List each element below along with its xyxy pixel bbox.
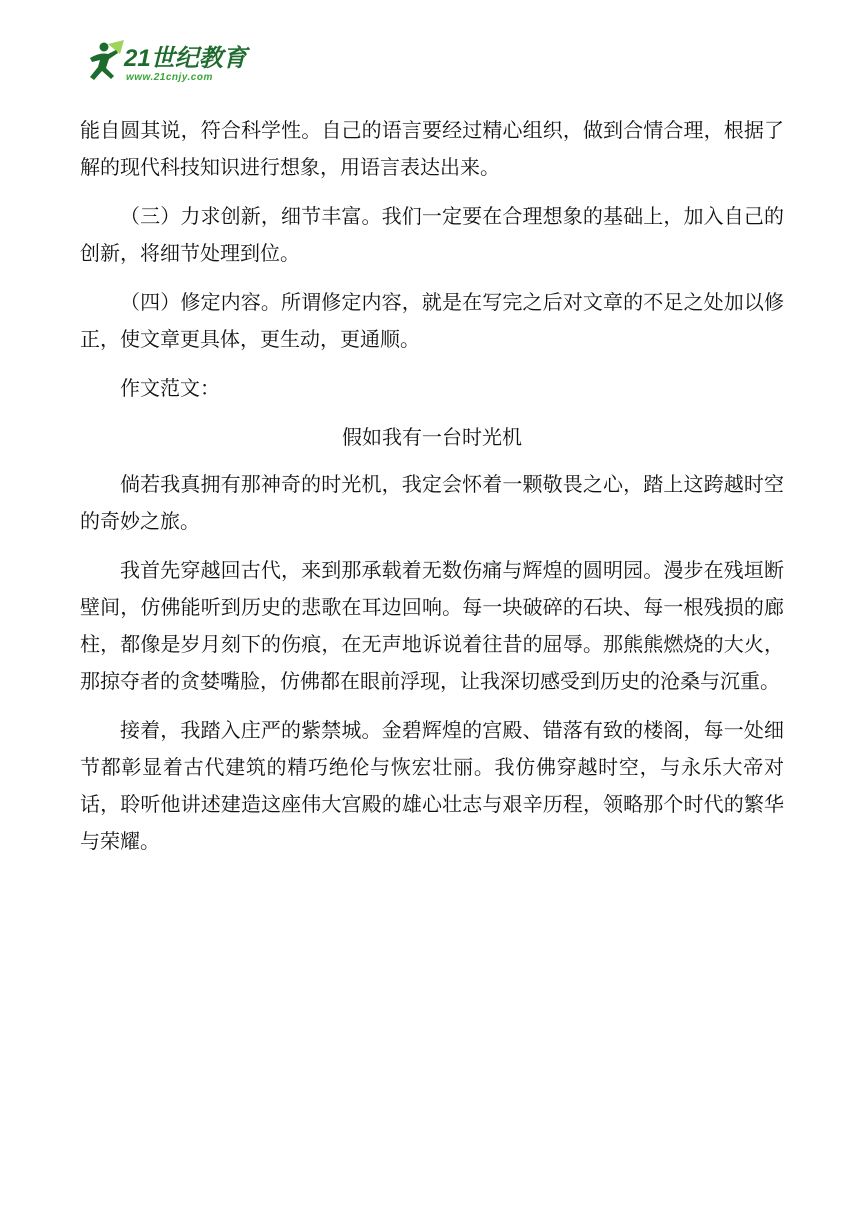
essay-paragraph-forbidden-city: 接着，我踏入庄严的紫禁城。金碧辉煌的宫殿、错落有致的楼阁，每一处细节都彰显着古代建筑的精巧绝伦与恢宏壮丽。我仿佛穿越时空，与永乐大帝对话，聆听他讲述建造这座伟大宫殿的雄心壮志与艰辛历程，领略那个时代的繁华与荣耀。 <box>80 718 784 853</box>
logo-runner-icon <box>90 50 118 80</box>
logo-url-text: www.21cnjy.com <box>126 72 213 83</box>
logo-runner-head-icon <box>100 43 109 52</box>
logo-main-text: 21世纪教育 <box>124 45 247 72</box>
logo-graphic <box>80 38 255 86</box>
document-body <box>80 112 784 860</box>
paragraph-continuation: 能自圆其说，符合科学性。自己的语言要经过精心组织，做到合情合理，根据了解的现代科技知识进行想象，用语言表达出来。 <box>80 118 784 179</box>
paragraph-tip-four: （四）修定内容。所谓修定内容，就是在写完之后对文章的不足之处加以修正，使文章更具体，更生动，更通顺。 <box>80 290 784 351</box>
logo <box>80 38 255 86</box>
sample-essay-label: 作文范文： <box>120 376 220 400</box>
essay-title: 假如我有一台时光机 <box>342 425 522 449</box>
paragraph-tip-three: （三）力求创新，细节丰富。我们一定要在合理想象的基础上，加入自己的创新，将细节处理到位。 <box>80 204 784 265</box>
essay-paragraph-intro: 倘若我真拥有那神奇的时光机，我定会怀着一颗敬畏之心，踏上这跨越时空的奇妙之旅。 <box>80 472 784 533</box>
essay-paragraph-yuanmingyuan: 我首先穿越回古代，来到那承载着无数伤痛与辉煌的圆明园。漫步在残垣断壁间，仿佛能听到历史的悲歌在耳边回响。每一块破碎的石块、每一根残损的廊柱，都像是岁月刻下的伤痕，在无声地诉说着往昔的屈辱。那熊熊燃烧的大火，那掠夺者的贪婪嘴脸，仿佛都在眼前浮现，让我深切感受到历史的沧桑与沉重。 <box>80 558 784 693</box>
